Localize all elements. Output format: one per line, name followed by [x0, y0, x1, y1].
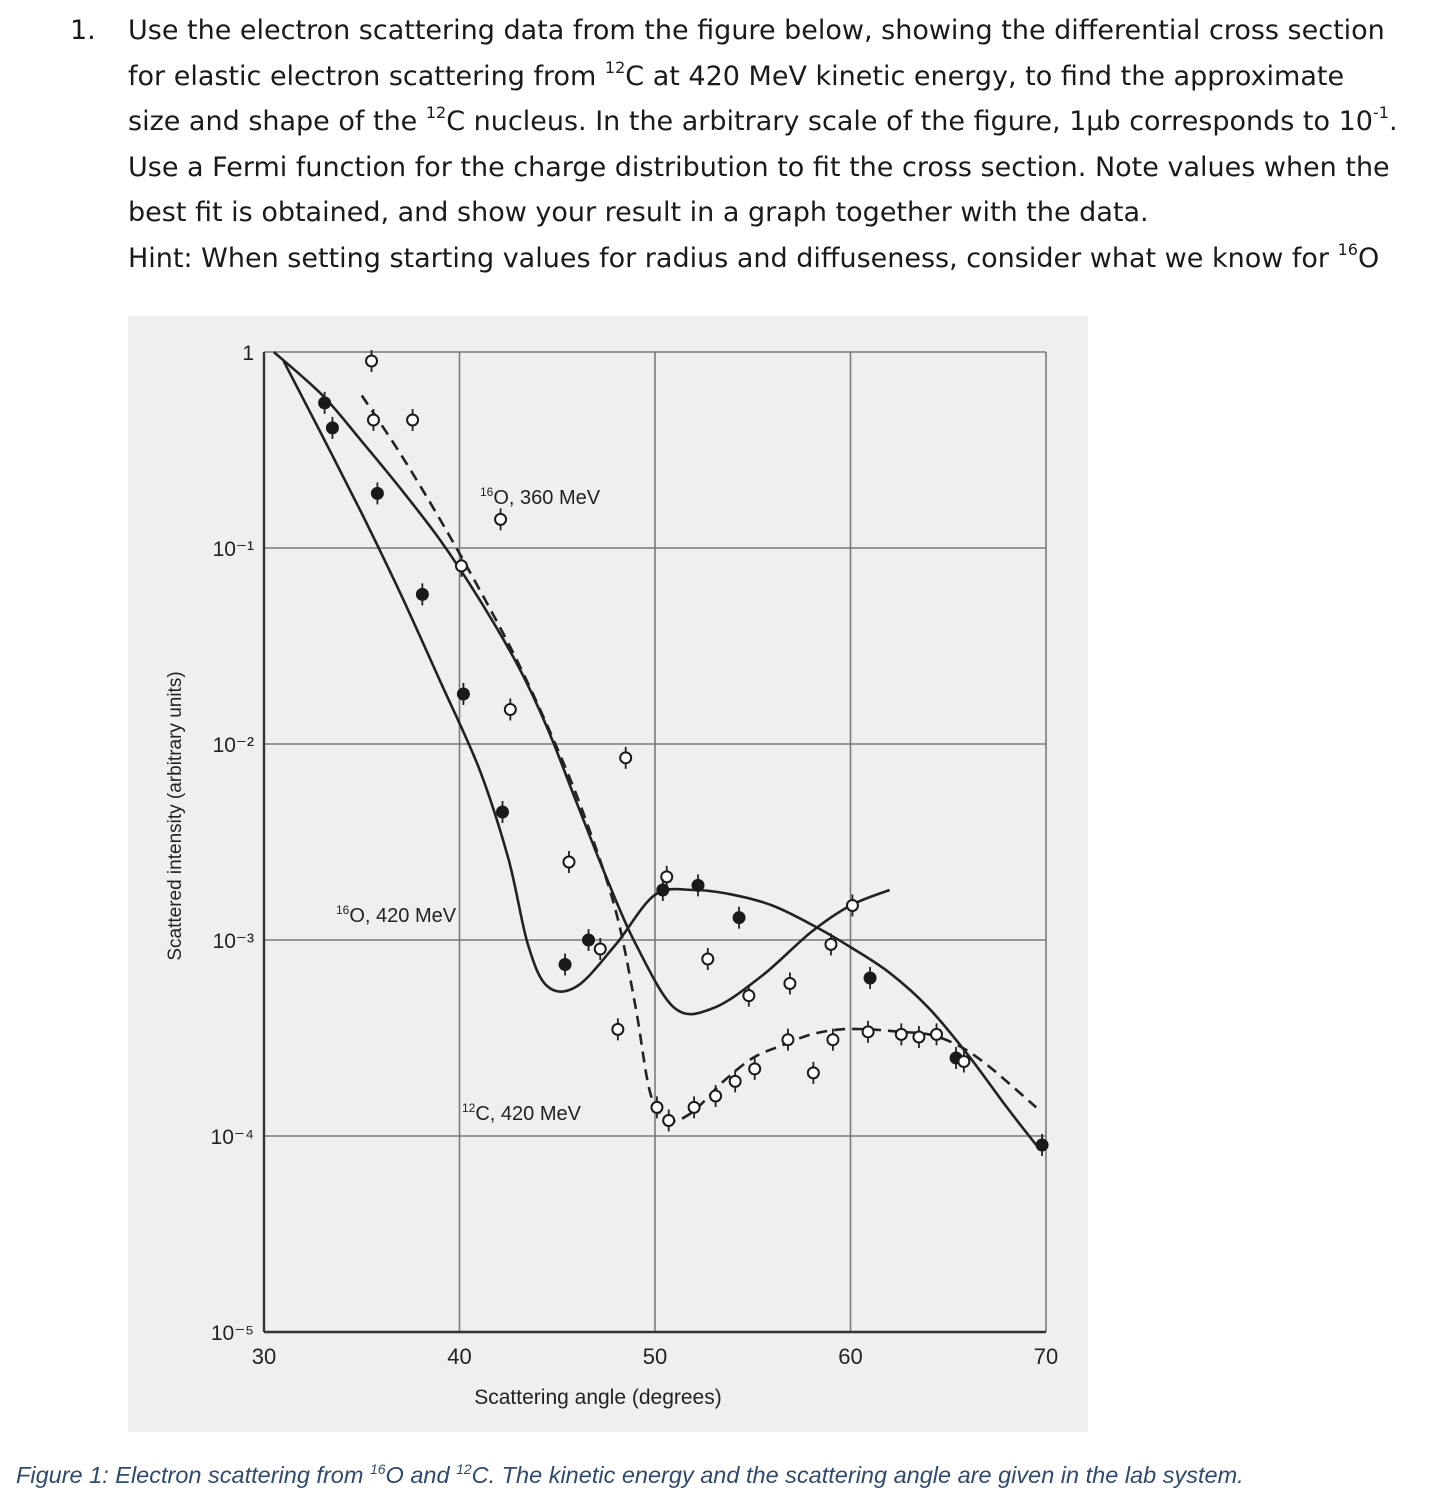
data-marker — [319, 397, 330, 408]
data-marker — [913, 1031, 924, 1042]
data-marker — [583, 935, 594, 946]
y-tick-label-1: 10⁻¹ — [212, 538, 254, 561]
data-marker — [366, 355, 377, 366]
series-label-o420: $^{16}$O, 420 MeV — [336, 903, 457, 927]
problem-line-1: Use the electron scattering data from the figure below, showing the differential cross section — [128, 15, 1385, 46]
y-tick-label-2: 10⁻² — [212, 734, 254, 757]
data-marker — [612, 1024, 623, 1035]
data-marker — [657, 884, 668, 895]
data-marker — [651, 1102, 662, 1113]
x-tick-label-50: 50 — [642, 1344, 668, 1369]
data-marker — [702, 953, 713, 964]
data-marker — [743, 990, 754, 1001]
y-tick-label-4: 10⁻⁴ — [210, 1126, 254, 1149]
data-marker — [407, 414, 418, 425]
data-marker — [730, 1076, 741, 1087]
data-marker — [458, 688, 469, 699]
data-marker — [595, 943, 606, 954]
scan-background — [128, 316, 1088, 1432]
figure-caption: Figure 1: Electron scattering from $^{16}$O and $^{12}$C. The kinetic energy and the scattering angle are given in the lab system. — [16, 1461, 1244, 1488]
problem-line-5: best fit is obtained, and show your result in a graph together with the data. — [128, 197, 1149, 228]
x-tick-label-70: 70 — [1033, 1344, 1059, 1369]
data-marker — [958, 1056, 969, 1067]
data-marker — [863, 1026, 874, 1037]
data-marker — [560, 959, 571, 970]
data-marker — [663, 1115, 674, 1126]
x-tick-label-40: 40 — [447, 1344, 472, 1369]
data-marker — [620, 752, 631, 763]
data-marker — [368, 414, 379, 425]
data-marker — [865, 972, 876, 983]
data-marker — [827, 1034, 838, 1045]
data-marker — [495, 514, 506, 525]
data-marker — [417, 589, 428, 600]
problem-line-4: Use a Fermi function for the charge distribution to fit the cross section. Note values when the — [128, 151, 1390, 183]
problem-line-3: size and shape of the $^{12}$C nucleus. In the arbitrary scale of the figure, 1μb corresponds to $10^{-1}$. — [128, 103, 1398, 137]
data-marker — [372, 488, 383, 499]
problem-number: 1. — [70, 15, 96, 46]
data-marker — [456, 560, 467, 571]
data-marker — [784, 978, 795, 989]
data-marker — [693, 880, 704, 891]
data-marker — [749, 1063, 760, 1074]
data-marker — [689, 1102, 700, 1113]
problem-line-2: for elastic electron scattering from $^{12}$C at 420 MeV kinetic energy, to find the approximate — [128, 57, 1345, 92]
data-marker — [505, 704, 516, 715]
data-marker — [497, 806, 508, 817]
data-marker — [563, 857, 574, 868]
x-tick-label-60: 60 — [838, 1344, 863, 1369]
y-tick-label-3: 10⁻³ — [212, 930, 254, 953]
data-marker — [1037, 1139, 1048, 1150]
scattering-figure — [128, 286, 1088, 1432]
problem-body — [128, 8, 1435, 281]
y-tick-label-0: 1 — [242, 342, 254, 365]
data-marker — [896, 1029, 907, 1040]
data-marker — [734, 912, 745, 923]
x-tick-label-30: 30 — [251, 1344, 277, 1369]
y-axis-label: Scattered intensity (arbitrary units) — [165, 671, 186, 961]
series-label-c420: $^{12}$C, 420 MeV — [462, 1101, 581, 1125]
data-marker — [710, 1090, 721, 1101]
data-marker — [327, 422, 338, 433]
data-marker — [847, 900, 858, 911]
x-axis-label: Scattering angle (degrees) — [474, 1386, 722, 1409]
data-marker — [825, 939, 836, 950]
data-marker — [931, 1029, 942, 1040]
data-marker — [782, 1034, 793, 1045]
y-tick-label-5: 10⁻⁵ — [210, 1322, 254, 1345]
hint-line: Hint: When setting starting values for radius and diffuseness, consider what we know for $^{16}$O — [128, 239, 1380, 274]
cross-section-chart — [128, 286, 1088, 1432]
data-marker — [808, 1067, 819, 1078]
series-label-o360: $^{16}$O, 360 MeV — [480, 485, 601, 509]
problem-statement — [70, 8, 1435, 281]
